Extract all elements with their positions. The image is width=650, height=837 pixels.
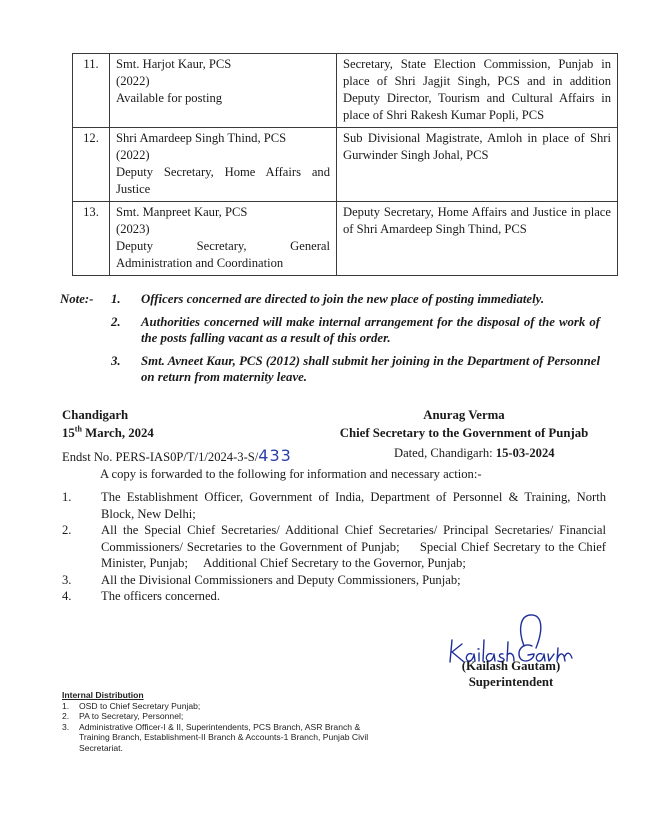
- signer-designation: Superintendent: [468, 675, 554, 689]
- list-text: PA to Secretary, Personnel;: [79, 711, 184, 721]
- endorsement-prefix: Endst No. PERS-IAS0P/T/1/2024-3-S/: [62, 450, 259, 464]
- handwritten-endorsement-number: 433: [258, 446, 292, 465]
- list-text: Administrative Officer-I & II, Superintendents, PCS Branch, ASR Branch & Training Branch, Establishment-II Branch & Accounts-1 Branch, Punjab Civil Secretariat.: [79, 721, 369, 753]
- note-number: 2.: [111, 314, 121, 329]
- list-number: 2.: [62, 711, 70, 721]
- list-item: [62, 588, 606, 605]
- list-text: The Establishment Officer, Government of India, Department of Personnel & Training, North Block, New Delhi;: [101, 490, 606, 521]
- list-number: 4.: [62, 589, 72, 603]
- note-text: Smt. Avneet Kaur, PCS (2012) shall submit her joining in the Department of Personnel on return from maternity leave.: [141, 353, 600, 384]
- place: Chandigarh: [62, 408, 129, 422]
- list-text: OSD to Chief Secretary Punjab;: [79, 700, 201, 711]
- table-row: [73, 128, 618, 202]
- list-text: All the Divisional Commissioners and Deputy Commissioners, Punjab;: [101, 572, 461, 587]
- officer-batch: (2022): [116, 148, 150, 162]
- officer-current-posting: Deputy Secretary, General: [116, 239, 330, 253]
- officer-current-posting: Available for posting: [116, 91, 223, 105]
- officer-name: Shri Amardeep Singh Thind, PCS: [116, 131, 287, 145]
- officer-details: [110, 202, 337, 276]
- list-item: [62, 489, 606, 522]
- officer-batch: (2023): [116, 222, 150, 236]
- serial-number: 11.: [73, 54, 110, 128]
- list-item: [62, 701, 392, 712]
- place-date-block: [62, 406, 154, 442]
- list-number: 1.: [62, 490, 72, 504]
- note-item: [111, 314, 600, 347]
- postings-table: [72, 53, 618, 276]
- order-date-rest: March, 2024: [81, 426, 154, 440]
- note-text: Officers concerned are directed to join the new place of posting immediately.: [141, 292, 545, 306]
- officer-current-posting-cont: Justice: [116, 182, 151, 196]
- internal-distribution-title: Internal Distribution: [62, 690, 144, 700]
- notes-section: [60, 291, 600, 392]
- list-number: 3.: [62, 572, 72, 587]
- dated-value: 15-03-2024: [495, 446, 555, 460]
- list-item: [62, 522, 610, 572]
- forward-text: A copy is forwarded to the following for information and necessary action:-: [100, 467, 482, 481]
- note-number: 1.: [111, 292, 121, 306]
- note-text: Authorities concerned will make internal arrangement for the disposal of the work of the posts falling vacant as a result of this order.: [141, 314, 600, 345]
- order-date-suffix: th: [74, 424, 82, 434]
- officer-details: [110, 54, 337, 128]
- list-item: [62, 572, 606, 589]
- endorsement-number: [62, 446, 292, 465]
- internal-distribution: [62, 690, 392, 753]
- officer-name: Smt. Harjot Kaur, PCS: [116, 57, 232, 71]
- list-item: [62, 722, 392, 754]
- order-date-day: 15: [62, 426, 75, 440]
- officer-current-posting-cont: Administration and Coordination: [116, 256, 284, 270]
- officer-current-posting: Deputy Secretary, Home Affairs and: [116, 165, 330, 179]
- list-number: 1.: [62, 700, 70, 711]
- order-date: [62, 424, 154, 442]
- endorsement-date: [394, 446, 555, 461]
- serial-number: 13.: [73, 202, 110, 276]
- signer-block: [436, 658, 586, 690]
- copy-recipients-list: [62, 489, 610, 605]
- list-number: 2.: [62, 523, 72, 537]
- list-item: [62, 711, 392, 722]
- new-posting: Deputy Secretary, Home Affairs and Justice in place of Shri Amardeep Singh Thind, PCS: [337, 202, 618, 276]
- dated-label: Dated, Chandigarh:: [394, 446, 496, 460]
- new-posting: Secretary, State Election Commission, Punjab in place of Shri Jagjit Singh, PCS and in addition Deputy Director, Tourism and Cultural Affairs in place of Shri Rakesh Kumar Popli, PCS: [337, 54, 618, 128]
- signatory-title: Chief Secretary to the Government of Punjab: [339, 426, 589, 440]
- list-text: The officers concerned.: [101, 589, 220, 603]
- list-number: 3.: [62, 721, 70, 732]
- signer-name: (Kailash Gautam): [461, 659, 561, 673]
- officer-batch: (2022): [116, 74, 150, 88]
- signatory-block: [318, 406, 610, 442]
- officer-name: Smt. Manpreet Kaur, PCS: [116, 205, 248, 219]
- officer-details: [110, 128, 337, 202]
- handwritten-signature: [446, 610, 576, 665]
- note-label: Note:-: [60, 292, 94, 306]
- note-item: [111, 291, 600, 308]
- list-text: All the Special Chief Secretaries/ Additional Chief Secretaries/ Principal Secretaries/ Financial Commissioners/ Secretaries to the Government of Punjab; Special Chief Secretary to the Chief Minister, Punjab; Additional Chief Secretary to the Governor, Punjab;: [101, 523, 610, 570]
- signatory-name: Anurag Verma: [423, 408, 505, 422]
- serial-number: 12.: [73, 128, 110, 202]
- table-row: [73, 54, 618, 128]
- table-row: [73, 202, 618, 276]
- note-item: [111, 353, 600, 386]
- new-posting: Sub Divisional Magistrate, Amloh in place of Shri Gurwinder Singh Johal, PCS: [337, 128, 618, 202]
- note-number: 3.: [111, 353, 121, 368]
- signature-stroke: [521, 615, 541, 648]
